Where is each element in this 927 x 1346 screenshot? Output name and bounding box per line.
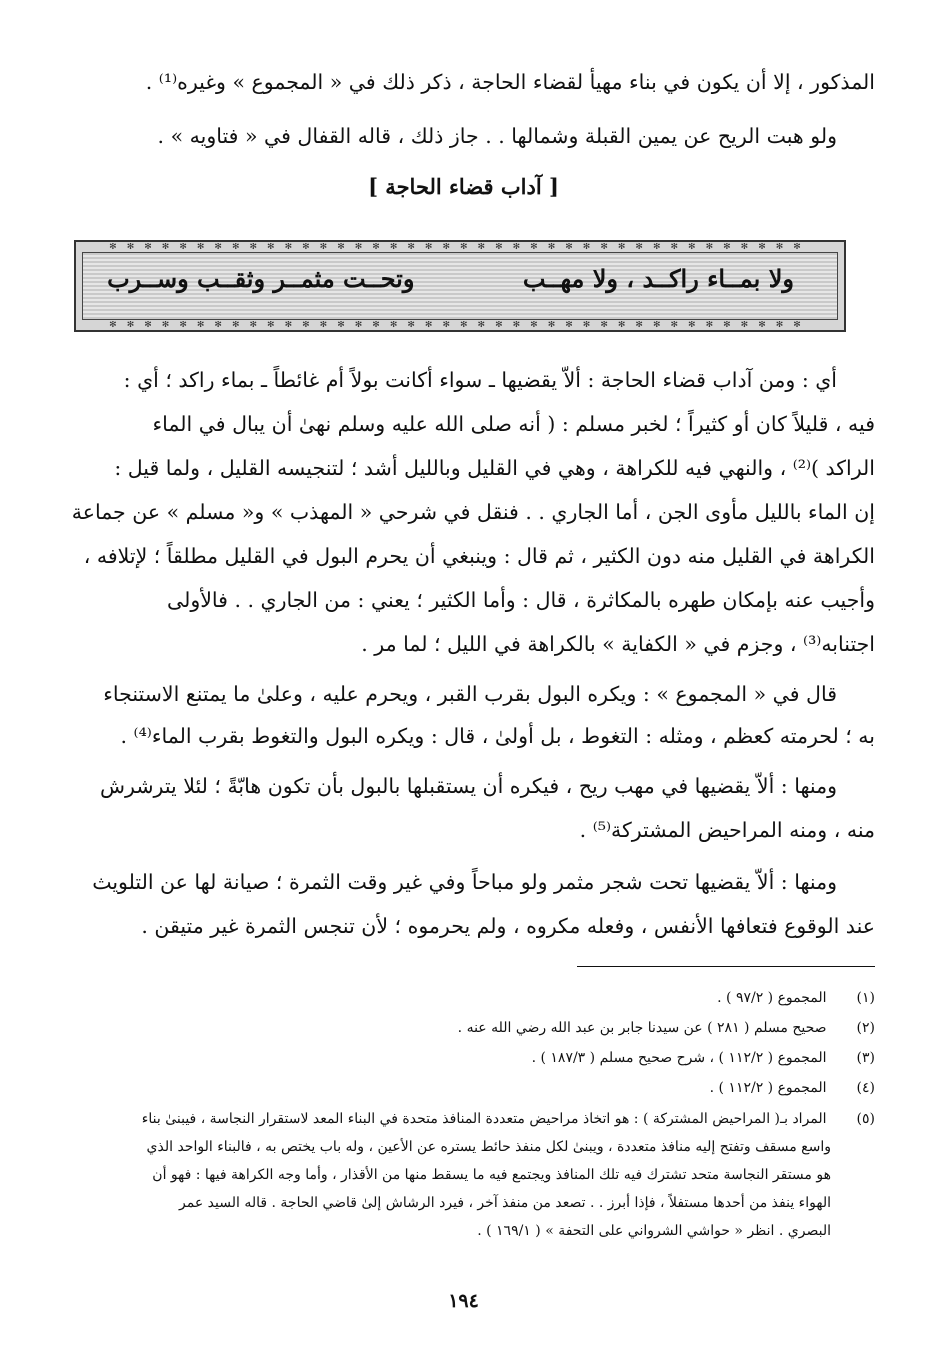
verse-hemistich-second: وتحــت مثمــر وثقــب وســرب [107, 264, 415, 293]
verse-frame [74, 240, 846, 332]
body-line: عند الوقوع فتعافها الأنفس ، وفعله مكروه ، ولم يحرموه ؛ لأن تنجس الثمرة غير متيقن . [141, 914, 875, 938]
footnote-continuation: البصري . انظر « حواشي الشرواني على التحفة » ( ١٦٩/١ ) . [477, 1223, 831, 1239]
footnote [46, 1015, 875, 1042]
footnote-text: المراد بـ( المراحيض المشتركة ) : هو اتخاذ مراحيض متعددة المنافذ متحدة في البناء المعد لاستقرار النجاسة ، فيبنىٰ بناء [141, 1111, 827, 1127]
footnote-text: المجموع ( ١١٢/٢ ) ، شرح صحيح مسلم ( ١٨٧/٣ ) . [531, 1050, 827, 1066]
ornament-border: ✻✻✻✻✻✻✻✻✻✻✻✻✻✻✻✻✻✻✻✻✻✻✻✻✻✻✻✻✻✻✻✻✻✻✻✻✻✻✻✻ [109, 243, 811, 251]
body-line: قال في « المجموع » : ويكره البول بقرب القبر ، ويحرم عليه ، وعلىٰ ما يمتنع الاستنجاء [103, 682, 837, 706]
footnote-number: (٤) [856, 1080, 875, 1096]
section-heading: [ آداب قضاء الحاجة ] [368, 174, 559, 199]
body-line: وأجيب عنه بإمكان طهره بالمكاثرة ، قال : وأما الكثير ؛ يعني : من الجاري . . فالأولى [167, 588, 875, 612]
body-line: ومنها : ألاّ يقضيها في مهب ريح ، فيكره أن يستقبلها بالبول بأن تكون هابّةً ؛ لئلا يترشرش [100, 774, 837, 798]
verse-line [76, 264, 844, 293]
footnote [46, 1045, 875, 1072]
body-line: فيه ، قليلاً كان أو كثيراً ؛ لخبر مسلم : ( أنه صلى الله عليه وسلم نهىٰ أن يبال في الماء [152, 412, 875, 436]
body-line: ولو هبت الريح عن يمين القبلة وشمالها . . جاز ذلك ، قاله القفال في « فتاويه » . [157, 124, 837, 148]
footnote-continuation: واسع مسقف وتفتح إليه منافذ متعددة ، ويبنىٰ لكل منفذ حائط يستره عن الأعين ، وله باب يختص به ، فالبناء الواحد الذي [146, 1139, 831, 1155]
footnote-text: المجموع ( ٩٧/٢ ) . [717, 990, 827, 1006]
ornament-border: ✻✻✻✻✻✻✻✻✻✻✻✻✻✻✻✻✻✻✻✻✻✻✻✻✻✻✻✻✻✻✻✻✻✻✻✻✻✻✻✻ [109, 321, 811, 329]
footnote-number: (٣) [856, 1050, 875, 1066]
body-line: ومنها : ألاّ يقضيها تحت شجر مثمر ولو مباحاً وفي غير وقت الثمرة ؛ صيانة لها عن التلويث [92, 870, 837, 894]
footnote-number: (١) [856, 990, 875, 1006]
footnote [46, 985, 875, 1012]
verse-hemistich-first: ولا بمــاء راكــد ، ولا مهــب [522, 264, 794, 293]
body-line: أي : ومن آداب قضاء الحاجة : ألاّ يقضيها ـ سواء أكانت بولاً أم غائطاً ـ بماء راكد ؛ أي : [123, 368, 837, 392]
body-line: اجتنابه⁽³⁾ ، وجزم في « الكفاية » بالكراهة في الليل ؛ لما مر . [361, 632, 875, 656]
footnote-text: المجموع ( ١١٢/٢ ) . [709, 1080, 827, 1096]
page-number: ١٩٤ [448, 1290, 479, 1312]
body-line: منه ، ومنه المراحيض المشتركة⁽⁵⁾ . [579, 818, 875, 842]
footnote-number: (٢) [856, 1020, 875, 1036]
body-line: المذكور ، إلا أن يكون في بناء مهيأ لقضاء الحاجة ، ذكر ذلك في « المجموع » وغيره⁽¹⁾ . [145, 70, 875, 94]
footnote-number: (٥) [856, 1111, 875, 1127]
body-line: الراكد )⁽²⁾ ، والنهي فيه للكراهة ، وهي في القليل وبالليل أشد ؛ لتنجيسه القليل ، ولما قيل : [114, 456, 875, 480]
footnote [46, 1106, 875, 1133]
footnote [46, 1075, 875, 1102]
body-line: به ؛ لحرمته كعظم ، ومثله : التغوط ، بل أولىٰ ، قال : ويكره البول والتغوط بقرب الماء⁽⁴⁾ . [120, 724, 875, 748]
footnote-continuation: الهواء ينفذ من أحدها مستفلاً ، فإذا أبرز . . تصعد من منفذ آخر ، فيرد الرشاش إلىٰ قاضي الحاجة . قاله السيد عمر [179, 1195, 831, 1211]
body-line: إن الماء بالليل مأوى الجن ، أما الجاري . . فنقل في شرحي « المهذب » و« مسلم » عن جماعة [71, 500, 875, 524]
footnote-text: صحيح مسلم ( ٢٨١ ) عن سيدنا جابر بن عبد الله رضي الله عنه . [457, 1020, 827, 1036]
footnote-separator [577, 966, 875, 967]
footnote-continuation: هو مستقر النجاسة متحد تشترك فيه تلك المنافذ ويجتمع فيه ما يسقط منها من الأقذار ، وأما وجه الكراهة فيها : فهو أن [152, 1167, 831, 1183]
body-line: الكراهة في القليل منه دون الكثير ، ثم قال : وينبغي أن يحرم البول في القليل مطلقاً ؛ لإتلافه ، [83, 544, 875, 568]
